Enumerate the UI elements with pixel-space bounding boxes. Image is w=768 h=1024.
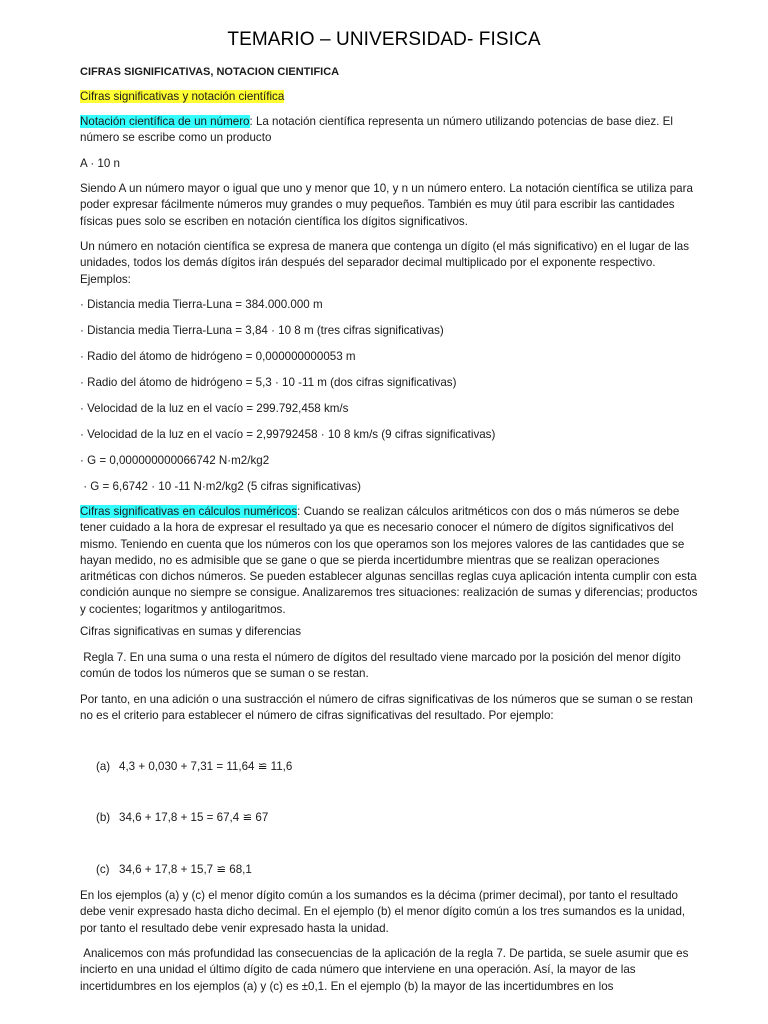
example-item: · Velocidad de la luz en el vacío = 299.792,458 km/s xyxy=(80,402,349,415)
sum-example-expr: 34,6 + 17,8 + 15,7 ≌ 68,1 xyxy=(119,863,252,876)
paragraph-calculos xyxy=(80,504,700,618)
highlighted-term-calculos: Cifras significativas en cálculos numéricos xyxy=(80,505,298,518)
sum-example xyxy=(96,810,268,826)
subheading xyxy=(80,89,700,105)
highlighted-subheading: Cifras significativas y notación científica xyxy=(80,90,285,103)
paragraph-un-numero: Un número en notación científica se expresa de manera que contenga un dígito (el más significativo) en el lugar de las unidades, todos los demás dígitos irán después del separador decimal multiplicado por el exponente respectivo. Ejemplos: xyxy=(80,240,690,286)
example-item: · Distancia media Tierra-Luna = 3,84 · 10 8 m (tres cifras significativas) xyxy=(80,324,444,337)
sum-example xyxy=(96,759,292,775)
paragraph-en-los-ejemplos: En los ejemplos (a) y (c) el menor dígito común a los sumandos es la décima (primer decimal), por tanto el resultado debe venir expresado hasta dicho decimal. En el ejemplo (b) el menor dígito común a los tres sumandos es la unidad, por tanto el resultado debe venir expresado hasta la unidad. xyxy=(80,889,686,935)
paragraph-siendo: Siendo A un número mayor o igual que uno y menor que 10, y n un número entero. La notación científica se utiliza para poder expresar fácilmente números muy grandes o muy pequeños. También es muy útil para escribir las cantidades físicas pues solo se escriben en notación científica los dígitos significativos. xyxy=(80,182,693,228)
calculos-text: : Cuando se realizan cálculos aritméticos con dos o más números se debe tener cuidado a la hora de expresar el resultado ya que es necesario conocer el número de dígitos significativos del mismo. Teniendo en cuenta que los números con los que operamos son los mejores valores de las cantidades que se hayan medido, no es admisible que se gane o que se pierda incertidumbre mientras que se realizan operaciones aritméticas con dichos números. Se pueden establecer algunas sencillas reglas cuya aplicación intenta cumplir con esta condición aunque no siempre se consigue. Analizaremos tres situaciones: realización de sumas y diferencias; productos y cocientes; logaritmos y antilogaritmos. xyxy=(80,505,698,616)
paragraph-analicemos: Analicemos con más profundidad las consecuencias de la aplicación de la regla 7. De partida, se suele asumir que es incierto en una unidad el último dígito de cada número que interviene en una operación. Así, la mayor de las incertidumbres en los ejemplos (a) y (c) es ±0,1. En el ejemplo (b) la mayor de las incertidumbres en los xyxy=(80,947,692,993)
example-item: · G = 6,6742 · 10 -11 N·m2/kg2 (5 cifras significativas) xyxy=(80,480,362,493)
example-item: · Distancia media Tierra-Luna = 384.000.000 m xyxy=(80,298,323,311)
highlighted-term-notation: Notación científica de un número xyxy=(80,115,250,128)
sum-example-label: (a) xyxy=(96,760,111,773)
sum-example-label: (b) xyxy=(96,811,111,824)
paragraph-por-tanto: Por tanto, en una adición o una sustracción el número de cifras significativas de los números que se suman o se restan no es el criterio para establecer el número de cifras significativas del resultado. Por ejemplo: xyxy=(80,693,693,723)
sums-heading: Cifras significativas en sumas y diferencias xyxy=(80,625,302,638)
section-heading: CIFRAS SIGNIFICATIVAS, NOTACION CIENTIFICA xyxy=(80,66,340,78)
example-item: · Radio del átomo de hidrógeno = 0,000000000053 m xyxy=(80,350,356,363)
sum-example-expr: 4,3 + 0,030 + 7,31 = 11,64 ≌ 11,6 xyxy=(119,760,293,773)
example-item: · Velocidad de la luz en el vacío = 2,99792458 · 10 8 km/s (9 cifras significativas) xyxy=(80,428,496,441)
sum-example xyxy=(96,862,252,878)
paragraph-notation xyxy=(80,114,700,147)
notation-text: : La notación científica representa un número utilizando potencias de base diez. El número se escribe como un producto xyxy=(80,115,673,145)
sum-example-expr: 34,6 + 17,8 + 15 = 67,4 ≌ 67 xyxy=(119,811,269,824)
sum-example-label: (c) xyxy=(96,863,110,876)
formula: A · 10 n xyxy=(80,157,120,170)
example-item: · G = 0,000000000066742 N·m2/kg2 xyxy=(80,454,270,467)
paragraph-rule7: Regla 7. En una suma o una resta el número de dígitos del resultado viene marcado por la posición del menor dígito común de todos los números que se suman o se restan. xyxy=(80,651,684,681)
example-item: · Radio del átomo de hidrógeno = 5,3 · 10 -11 m (dos cifras significativas) xyxy=(80,376,457,389)
document-title: TEMARIO – UNIVERSIDAD- FISICA xyxy=(227,29,541,50)
